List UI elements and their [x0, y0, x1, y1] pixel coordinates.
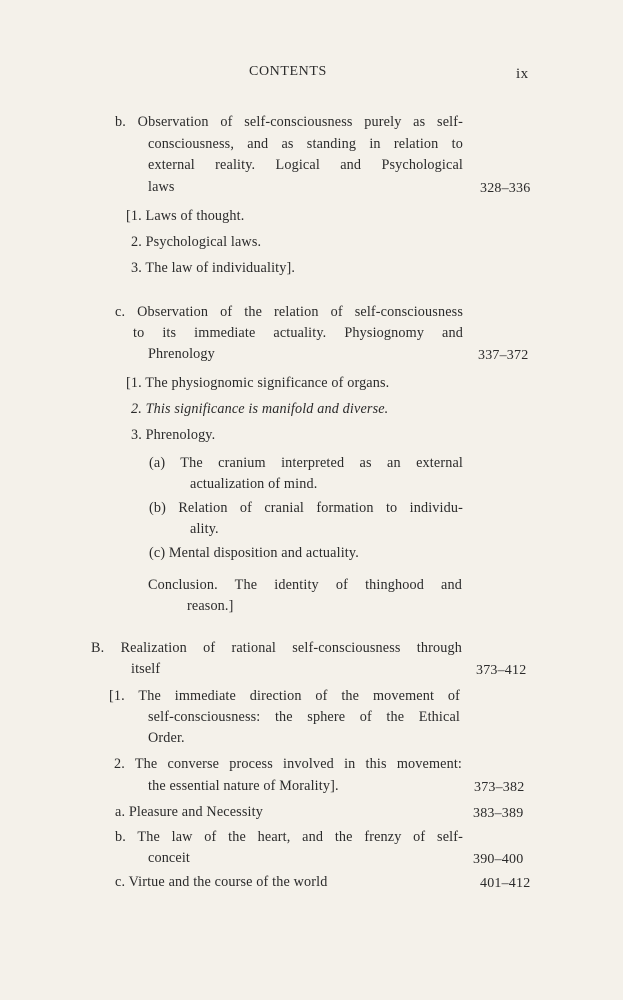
toc-entry-line: (a) The cranium interpreted as an external: [149, 455, 463, 471]
toc-page-range: 373–412: [476, 663, 527, 678]
toc-entry-line: [1. The physiognomic significance of organs.: [126, 375, 390, 391]
toc-page-range: 337–372: [478, 348, 529, 363]
toc-entry-line: ality.: [190, 521, 219, 537]
toc-entry-line: [1. Laws of thought.: [126, 208, 245, 224]
toc-entry-line: 3. The law of individuality].: [131, 260, 296, 276]
toc-entry-line: the essential nature of Morality].: [148, 778, 339, 794]
toc-entry-line: conceit: [148, 850, 191, 866]
toc-entry-line: b. Observation of self-consciousness purely as self-: [115, 114, 463, 130]
toc-entry-line: Phrenology: [148, 346, 215, 362]
toc-entry-line: laws: [148, 179, 175, 195]
toc-entry-line: actualization of mind.: [190, 476, 318, 492]
toc-entry-line: 3. Phrenology.: [131, 427, 216, 443]
toc-entry-line: [1. The immediate direction of the movement of: [109, 688, 460, 704]
toc-page-range: 328–336: [480, 181, 531, 196]
toc-entry-line: c. Virtue and the course of the world: [115, 874, 328, 890]
toc-entry-line: reason.]: [187, 598, 234, 614]
toc-entry-line: b. The law of the heart, and the frenzy of self-: [115, 829, 463, 845]
toc-page-range: 373–382: [474, 780, 525, 795]
toc-entry-line: external reality. Logical and Psychological: [148, 157, 463, 173]
toc-page-range: 383–389: [473, 806, 524, 821]
toc-entry-line: c. Observation of the relation of self-consciousness: [115, 304, 463, 320]
toc-entry-line: 2. Psychological laws.: [131, 234, 262, 250]
toc-entry-line: (b) Relation of cranial formation to individu-: [149, 500, 463, 516]
toc-page-range: 390–400: [473, 852, 524, 867]
toc-page-range: 401–412: [480, 876, 531, 891]
toc-entry-line: to its immediate actuality. Physiognomy and: [133, 325, 463, 341]
toc-entry-line: self-consciousness: the sphere of the Ethical: [148, 709, 460, 725]
toc-entry-line: Order.: [148, 730, 185, 746]
toc-entry-line: a. Pleasure and Necessity: [115, 804, 263, 820]
toc-entry-line: (c) Mental disposition and actuality.: [149, 545, 359, 561]
toc-entry-line: 2. This significance is manifold and diverse.: [131, 401, 389, 417]
toc-entry-line: B. Realization of rational self-consciousness through: [91, 640, 462, 656]
page-title: CONTENTS: [249, 64, 327, 79]
toc-entry-line: consciousness, and as standing in relation to: [148, 136, 463, 152]
toc-entry-line: Conclusion. The identity of thinghood and: [148, 577, 462, 593]
page-number: ix: [516, 66, 529, 82]
toc-entry-line: itself: [131, 661, 161, 677]
toc-entry-line: 2. The converse process involved in this movement:: [114, 756, 462, 772]
